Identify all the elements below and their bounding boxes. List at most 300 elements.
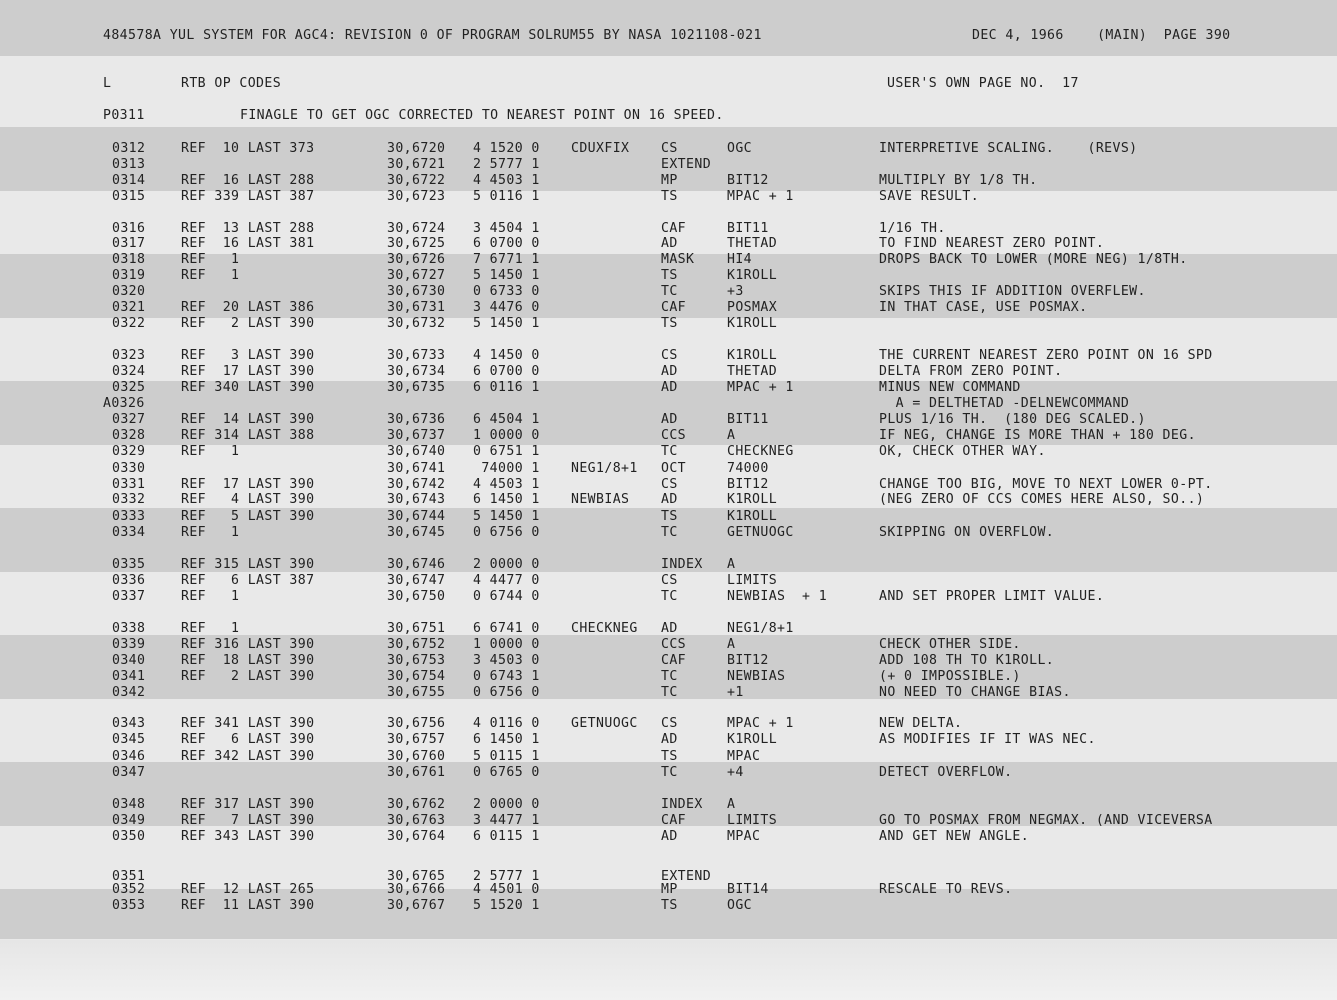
opcode: AD — [661, 364, 678, 379]
operand: A — [727, 797, 736, 812]
operand: BIT11 — [727, 412, 769, 427]
octal-word: 0 6744 0 — [473, 589, 540, 604]
octal-word: 3 4476 0 — [473, 300, 540, 315]
opcode: CS — [661, 573, 678, 588]
address-field: 30,6724 — [387, 221, 446, 236]
opcode: TS — [661, 189, 678, 204]
comment: AS MODIFIES IF IT WAS NEC. — [879, 732, 1096, 747]
listing-row — [0, 492, 1337, 508]
operand: A — [727, 428, 736, 443]
address-field: 30,6720 — [387, 141, 446, 156]
comment: IF NEG, CHANGE IS MORE THAN + 180 DEG. — [879, 428, 1196, 443]
opcode: AD — [661, 732, 678, 747]
line-number: 0319 — [112, 268, 146, 283]
address-field: 30,6734 — [387, 364, 446, 379]
opcode: AD — [661, 380, 678, 395]
operand: K1ROLL — [727, 492, 778, 507]
operand: K1ROLL — [727, 316, 778, 331]
listing-row — [0, 669, 1337, 685]
comment: (+ 0 IMPOSSIBLE.) — [879, 669, 1021, 684]
symbol-label: CHECKNEG — [571, 621, 638, 636]
opcode: MP — [661, 882, 678, 897]
operand: MPAC + 1 — [727, 380, 794, 395]
comment: MINUS NEW COMMAND — [879, 380, 1021, 395]
line-number: 0322 — [112, 316, 146, 331]
reference-field: REF 13 LAST 288 — [181, 221, 315, 236]
octal-word: 6 0116 1 — [473, 380, 540, 395]
listing-row — [0, 525, 1337, 541]
operand: THETAD — [727, 236, 778, 251]
line-number: 0325 — [112, 380, 146, 395]
operand: 74000 — [727, 461, 769, 476]
octal-word: 4 1450 0 — [473, 348, 540, 363]
comment: AND GET NEW ANGLE. — [879, 829, 1030, 844]
line-number: 0323 — [112, 348, 146, 363]
octal-word: 3 4503 0 — [473, 653, 540, 668]
operand: NEWBIAS + 1 — [727, 589, 828, 604]
address-field: 30,6726 — [387, 252, 446, 267]
address-field: 30,6756 — [387, 716, 446, 731]
octal-word: 6 6741 0 — [473, 621, 540, 636]
operand: NEG1/8+1 — [727, 621, 794, 636]
address-field: 30,6744 — [387, 509, 446, 524]
operand: K1ROLL — [727, 732, 778, 747]
reference-field: REF 1 — [181, 621, 240, 636]
octal-word: 4 4477 0 — [473, 573, 540, 588]
comment: RESCALE TO REVS. — [879, 882, 1013, 897]
operand: BIT11 — [727, 221, 769, 236]
opcode: TC — [661, 685, 678, 700]
reference-field: REF 1 — [181, 252, 240, 267]
octal-word: 4 4501 0 — [473, 882, 540, 897]
address-field: 30,6741 — [387, 461, 446, 476]
opcode: TC — [661, 525, 678, 540]
opcode: MASK — [661, 252, 695, 267]
octal-word: 2 5777 1 — [473, 157, 540, 172]
address-field: 30,6747 — [387, 573, 446, 588]
opcode: MP — [661, 173, 678, 188]
address-field: 30,6750 — [387, 589, 446, 604]
reference-field: REF 2 LAST 390 — [181, 316, 315, 331]
line-number: 0317 — [112, 236, 146, 251]
opcode: INDEX — [661, 557, 703, 572]
octal-word: 4 4503 1 — [473, 477, 540, 492]
octal-word: 6 1450 1 — [473, 732, 540, 747]
line-number: P0311 — [103, 108, 145, 123]
address-field: 30,6725 — [387, 236, 446, 251]
operand: LIMITS — [727, 573, 778, 588]
address-field: 30,6722 — [387, 173, 446, 188]
octal-word: 6 0115 1 — [473, 829, 540, 844]
operand: +1 — [727, 685, 744, 700]
opcode: CAF — [661, 221, 687, 236]
operand: +4 — [727, 765, 744, 780]
listing-row — [0, 685, 1337, 701]
listing-row — [0, 461, 1337, 477]
reference-field: REF 14 LAST 390 — [181, 412, 315, 427]
line-number: 0338 — [112, 621, 146, 636]
listing-row — [0, 157, 1337, 173]
reference-field: REF 1 — [181, 444, 240, 459]
octal-word: 3 4477 1 — [473, 813, 540, 828]
listing-row — [0, 882, 1337, 898]
line-number: 0313 — [112, 157, 146, 172]
opcode: CS — [661, 716, 678, 731]
octal-word: 3 4504 1 — [473, 221, 540, 236]
line-number: 0341 — [112, 669, 146, 684]
operand: GETNUOGC — [727, 525, 794, 540]
page-header — [0, 28, 1337, 44]
octal-word: 4 1520 0 — [473, 141, 540, 156]
line-number: 0332 — [112, 492, 146, 507]
address-field: 30,6762 — [387, 797, 446, 812]
operand: A — [727, 557, 736, 572]
reference-field: REF 12 LAST 265 — [181, 882, 315, 897]
listing-row — [0, 509, 1337, 525]
address-field: 30,6764 — [387, 829, 446, 844]
address-field: 30,6763 — [387, 813, 446, 828]
octal-word: 5 1450 1 — [473, 316, 540, 331]
line-number: 0336 — [112, 573, 146, 588]
symbol-label: NEG1/8+1 — [571, 461, 638, 476]
listing-row — [0, 444, 1337, 460]
opcode: TC — [661, 589, 678, 604]
operand: CHECKNEG — [727, 444, 794, 459]
address-field: 30,6740 — [387, 444, 446, 459]
address-field: 30,6721 — [387, 157, 446, 172]
address-field: 30,6733 — [387, 348, 446, 363]
line-number: 0316 — [112, 221, 146, 236]
operand: NEWBIAS — [727, 669, 786, 684]
operand: BIT12 — [727, 477, 769, 492]
opcode: CAF — [661, 653, 687, 668]
line-number: 0324 — [112, 364, 146, 379]
operand: BIT12 — [727, 173, 769, 188]
listing-row — [0, 141, 1337, 157]
listing-row — [0, 412, 1337, 428]
line-number: 0348 — [112, 797, 146, 812]
operand: MPAC — [727, 749, 761, 764]
header-program-title: 484578A YUL SYSTEM FOR AGC4: REVISION 0 OF PROGRAM SOLRUM55 BY NASA 1021108-021 — [103, 28, 762, 43]
octal-word: 5 0116 1 — [473, 189, 540, 204]
comment: CHECK OTHER SIDE. — [879, 637, 1021, 652]
reference-field: REF 18 LAST 390 — [181, 653, 315, 668]
octal-word: 4 4503 1 — [473, 173, 540, 188]
reference-field: REF 17 LAST 390 — [181, 477, 315, 492]
address-field: 30,6745 — [387, 525, 446, 540]
opcode: AD — [661, 829, 678, 844]
address-field: 30,6746 — [387, 557, 446, 572]
listing-row — [0, 189, 1337, 205]
listing-row — [0, 732, 1337, 748]
comment: NO NEED TO CHANGE BIAS. — [879, 685, 1071, 700]
address-field: 30,6736 — [387, 412, 446, 427]
comment: 1/16 TH. — [879, 221, 946, 236]
line-number: A0326 — [103, 396, 145, 411]
comment: SAVE RESULT. — [879, 189, 980, 204]
listing-row — [0, 797, 1337, 813]
line-number: 0343 — [112, 716, 146, 731]
operand: LIMITS — [727, 813, 778, 828]
operand: BIT14 — [727, 882, 769, 897]
line-number: 0318 — [112, 252, 146, 267]
operand: K1ROLL — [727, 509, 778, 524]
octal-word: 0 6743 1 — [473, 669, 540, 684]
reference-field: REF 343 LAST 390 — [181, 829, 315, 844]
comment: TO FIND NEAREST ZERO POINT. — [879, 236, 1105, 251]
operand: K1ROLL — [727, 268, 778, 283]
listing-row — [0, 813, 1337, 829]
address-field: 30,6732 — [387, 316, 446, 331]
octal-word: 5 1520 1 — [473, 898, 540, 913]
address-field: 30,6753 — [387, 653, 446, 668]
octal-word: 74000 1 — [473, 461, 540, 476]
listing-row — [0, 221, 1337, 237]
address-field: 30,6723 — [387, 189, 446, 204]
reference-field: REF 16 LAST 381 — [181, 236, 315, 251]
listing-row — [0, 653, 1337, 669]
address-field: 30,6737 — [387, 428, 446, 443]
reference-field: REF 4 LAST 390 — [181, 492, 315, 507]
reference-field: REF 6 LAST 390 — [181, 732, 315, 747]
reference-field: REF 11 LAST 390 — [181, 898, 315, 913]
opcode: TS — [661, 509, 678, 524]
line-number: 0353 — [112, 898, 146, 913]
line-number: 0342 — [112, 685, 146, 700]
octal-word: 4 0116 0 — [473, 716, 540, 731]
opcode: TC — [661, 444, 678, 459]
comment: DROPS BACK TO LOWER (MORE NEG) 1/8TH. — [879, 252, 1188, 267]
listing-row — [0, 236, 1337, 252]
comment: A = DELTHETAD -DELNEWCOMMAND — [879, 396, 1130, 411]
opcode: EXTEND — [661, 869, 712, 884]
address-field: 30,6731 — [387, 300, 446, 315]
opcode: AD — [661, 236, 678, 251]
listing-row — [0, 749, 1337, 765]
opcode: CCS — [661, 637, 687, 652]
reference-field: REF 339 LAST 387 — [181, 189, 315, 204]
line-number: 0328 — [112, 428, 146, 443]
octal-word: 7 6771 1 — [473, 252, 540, 267]
listing-row — [0, 637, 1337, 653]
line-number: 0334 — [112, 525, 146, 540]
listing-row — [0, 829, 1337, 845]
comment: DELTA FROM ZERO POINT. — [879, 364, 1063, 379]
octal-word: 1 0000 0 — [473, 637, 540, 652]
listing-row — [0, 364, 1337, 380]
reference-field: REF 1 — [181, 589, 240, 604]
operand: MPAC + 1 — [727, 189, 794, 204]
comment: SKIPS THIS IF ADDITION OVERFLEW. — [879, 284, 1146, 299]
line-number: 0346 — [112, 749, 146, 764]
listing-row — [0, 573, 1337, 589]
octal-word: 5 1450 1 — [473, 268, 540, 283]
user-page-number: USER'S OWN PAGE NO. 17 — [887, 76, 1079, 91]
opcode: AD — [661, 492, 678, 507]
octal-word: 5 1450 1 — [473, 509, 540, 524]
listing-marker: L — [103, 76, 112, 91]
octal-word: 0 6751 1 — [473, 444, 540, 459]
address-field: 30,6761 — [387, 765, 446, 780]
comment: NEW DELTA. — [879, 716, 963, 731]
operand: POSMAX — [727, 300, 778, 315]
reference-field: REF 16 LAST 288 — [181, 173, 315, 188]
line-number: 0315 — [112, 189, 146, 204]
operand: HI4 — [727, 252, 753, 267]
reference-field: REF 315 LAST 390 — [181, 557, 315, 572]
line-number: 0329 — [112, 444, 146, 459]
opcode: TC — [661, 284, 678, 299]
line-number: 0331 — [112, 477, 146, 492]
opcode: CAF — [661, 300, 687, 315]
opcode: CS — [661, 348, 678, 363]
operand: A — [727, 637, 736, 652]
comment: THE CURRENT NEAREST ZERO POINT ON 16 SPD — [879, 348, 1213, 363]
octal-word: 0 6765 0 — [473, 765, 540, 780]
address-field: 30,6760 — [387, 749, 446, 764]
listing-row — [0, 348, 1337, 364]
line-number: 0320 — [112, 284, 146, 299]
line-number: 0352 — [112, 882, 146, 897]
line-number: 0340 — [112, 653, 146, 668]
reference-field: REF 1 — [181, 268, 240, 283]
opcode: CAF — [661, 813, 687, 828]
listing-row — [0, 428, 1337, 444]
address-field: 30,6755 — [387, 685, 446, 700]
address-field: 30,6752 — [387, 637, 446, 652]
routine-description — [0, 108, 1337, 124]
reference-field: REF 3 LAST 390 — [181, 348, 315, 363]
opcode: TC — [661, 669, 678, 684]
reference-field: REF 1 — [181, 525, 240, 540]
line-number: 0337 — [112, 589, 146, 604]
listing-row — [0, 716, 1337, 732]
line-number: 0314 — [112, 173, 146, 188]
reference-field: REF 314 LAST 388 — [181, 428, 315, 443]
opcode: TC — [661, 765, 678, 780]
comment: INTERPRETIVE SCALING. (REVS) — [879, 141, 1138, 156]
octal-word: 6 0700 0 — [473, 236, 540, 251]
comment: AND SET PROPER LIMIT VALUE. — [879, 589, 1105, 604]
section-title: RTB OP CODES — [181, 76, 282, 91]
operand: MPAC + 1 — [727, 716, 794, 731]
address-field: 30,6765 — [387, 869, 446, 884]
octal-word: 5 0115 1 — [473, 749, 540, 764]
comment: GO TO POSMAX FROM NEGMAX. (AND VICEVERSA — [879, 813, 1213, 828]
line-number: 0333 — [112, 509, 146, 524]
octal-word: 6 1450 1 — [473, 492, 540, 507]
address-field: 30,6735 — [387, 380, 446, 395]
octal-word: 0 6733 0 — [473, 284, 540, 299]
reference-field: REF 317 LAST 390 — [181, 797, 315, 812]
opcode: TS — [661, 749, 678, 764]
listing-row — [0, 589, 1337, 605]
listing-row — [0, 621, 1337, 637]
page-bottom-margin — [0, 940, 1337, 1000]
address-field: 30,6742 — [387, 477, 446, 492]
address-field: 30,6730 — [387, 284, 446, 299]
comment: CHANGE TOO BIG, MOVE TO NEXT LOWER 0-PT. — [879, 477, 1213, 492]
listing-row — [0, 252, 1337, 268]
operand: THETAD — [727, 364, 778, 379]
operand: OGC — [727, 141, 753, 156]
reference-field: REF 342 LAST 390 — [181, 749, 315, 764]
line-number: 0339 — [112, 637, 146, 652]
line-number: 0330 — [112, 461, 146, 476]
opcode: EXTEND — [661, 157, 712, 172]
opcode: AD — [661, 621, 678, 636]
line-number: 0351 — [112, 869, 146, 884]
line-number: 0321 — [112, 300, 146, 315]
section-header — [0, 76, 1337, 92]
opcode: CS — [661, 141, 678, 156]
listing-row — [0, 396, 1337, 412]
opcode: CCS — [661, 428, 687, 443]
octal-word: 2 0000 0 — [473, 797, 540, 812]
comment: DETECT OVERFLOW. — [879, 765, 1013, 780]
listing-row — [0, 300, 1337, 316]
operand: OGC — [727, 898, 753, 913]
reference-field: REF 6 LAST 387 — [181, 573, 315, 588]
line-number: 0347 — [112, 765, 146, 780]
symbol-label: NEWBIAS — [571, 492, 630, 507]
octal-word: 0 6756 0 — [473, 525, 540, 540]
opcode: AD — [661, 412, 678, 427]
line-number: 0349 — [112, 813, 146, 828]
comment: MULTIPLY BY 1/8 TH. — [879, 173, 1038, 188]
octal-word: 6 0700 0 — [473, 364, 540, 379]
operand: MPAC — [727, 829, 761, 844]
address-field: 30,6727 — [387, 268, 446, 283]
reference-field: REF 10 LAST 373 — [181, 141, 315, 156]
line-number: 0312 — [112, 141, 146, 156]
listing-row — [0, 898, 1337, 914]
opcode: TS — [661, 268, 678, 283]
line-number: 0350 — [112, 829, 146, 844]
octal-word: 2 5777 1 — [473, 869, 540, 884]
octal-word: 1 0000 0 — [473, 428, 540, 443]
comment: PLUS 1/16 TH. (180 DEG SCALED.) — [879, 412, 1146, 427]
reference-field: REF 316 LAST 390 — [181, 637, 315, 652]
line-number: 0335 — [112, 557, 146, 572]
comment: IN THAT CASE, USE POSMAX. — [879, 300, 1088, 315]
reference-field: REF 7 LAST 390 — [181, 813, 315, 828]
opcode: INDEX — [661, 797, 703, 812]
reference-field: REF 2 LAST 390 — [181, 669, 315, 684]
address-field: 30,6757 — [387, 732, 446, 747]
listing-row — [0, 284, 1337, 300]
comment: OK, CHECK OTHER WAY. — [879, 444, 1046, 459]
octal-word: 0 6756 0 — [473, 685, 540, 700]
line-number: 0345 — [112, 732, 146, 747]
symbol-label: CDUXFIX — [571, 141, 630, 156]
address-field: 30,6751 — [387, 621, 446, 636]
routine-comment: FINAGLE TO GET OGC CORRECTED TO NEAREST POINT ON 16 SPEED. — [240, 108, 724, 123]
address-field: 30,6767 — [387, 898, 446, 913]
comment: SKIPPING ON OVERFLOW. — [879, 525, 1055, 540]
listing-row — [0, 316, 1337, 332]
address-field: 30,6743 — [387, 492, 446, 507]
listing-row — [0, 557, 1337, 573]
operand: BIT12 — [727, 653, 769, 668]
reference-field: REF 5 LAST 390 — [181, 509, 315, 524]
octal-word: 2 0000 0 — [473, 557, 540, 572]
listing-row — [0, 380, 1337, 396]
comment: (NEG ZERO OF CCS COMES HERE ALSO, SO..) — [879, 492, 1205, 507]
operand: K1ROLL — [727, 348, 778, 363]
address-field: 30,6766 — [387, 882, 446, 897]
opcode: OCT — [661, 461, 687, 476]
